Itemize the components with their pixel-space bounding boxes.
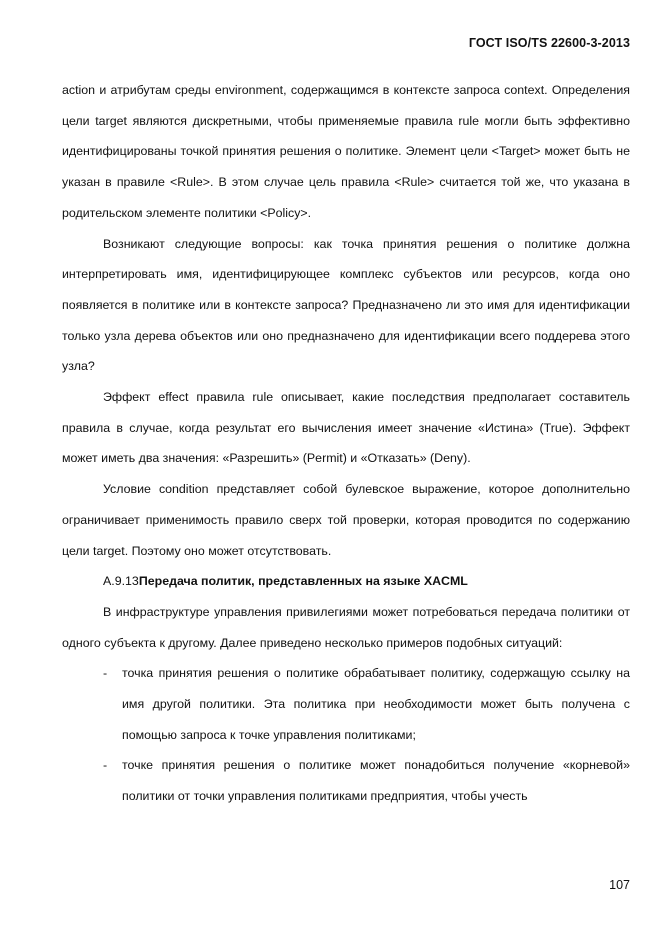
paragraph-condition: Условие condition представляет собой булевское выражение, которое дополнительно ограничивает применимость правило сверх той проверки, которая проводится по содержанию цели target. Поэтому оно может отсутствовать. bbox=[62, 482, 630, 558]
list-item bbox=[62, 658, 630, 750]
paragraph-effect: Эффект effect правила rule описывает, какие последствия предполагает составитель правила в случае, когда результат его вычисления имеет значение «Истина» (True). Эффект может иметь два значения: «Разрешить» (Permit) и «Отказать» (Deny). bbox=[62, 390, 630, 466]
list-item bbox=[62, 750, 630, 811]
page-number: 107 bbox=[609, 878, 630, 892]
section-heading bbox=[62, 566, 630, 597]
dash-list bbox=[62, 658, 630, 812]
section-number: А.9.13 bbox=[103, 574, 139, 589]
list-item-text: точке принятия решения о политике может понадобиться получение «корневой» политики от точки управления политиками предприятия, чтобы учесть bbox=[122, 758, 630, 804]
list-item-text: точка принятия решения о политике обрабатывает политику, содержащую ссылку на имя другой политики. Эта политика при необходимости может быть получена с помощью запроса к точке управления политиками; bbox=[122, 666, 630, 742]
section-title: Передача политик, представленных на языке XACML bbox=[138, 574, 468, 589]
document-body bbox=[62, 75, 630, 812]
paragraph-questions: Возникают следующие вопросы: как точка принятия решения о политике должна интерпретировать имя, идентифицирующее комплекс субъектов или ресурсов, когда оно появляется в политике или в контексте запроса? Предназначено ли это имя для идентификации только узла дерева объектов или оно предназначено для идентификации всего поддерева этого узла? bbox=[62, 236, 630, 374]
list-marker: - bbox=[103, 666, 108, 681]
paragraph-section-intro: В инфраструктуре управления привилегиями может потребоваться передача политики от одного субъекта к другому. Далее приведено несколько примеров подобных ситуаций: bbox=[62, 604, 630, 650]
list-marker: - bbox=[103, 758, 108, 773]
document-header: ГОСТ ISO/TS 22600-3-2013 bbox=[468, 36, 630, 50]
paragraph-continuation: action и атрибутам среды environment, содержащимся в контексте запроса context. Определения цели target являются дискретными, чтобы применяемые правила rule могли быть эффективно идентифицированы точкой принятия решения о политике. Элемент цели <Target> может быть не указан в правиле <Rule>. В этом случае цель правила <Rule> считается той же, что указана в родительском элементе политики <Policy>. bbox=[62, 83, 630, 220]
